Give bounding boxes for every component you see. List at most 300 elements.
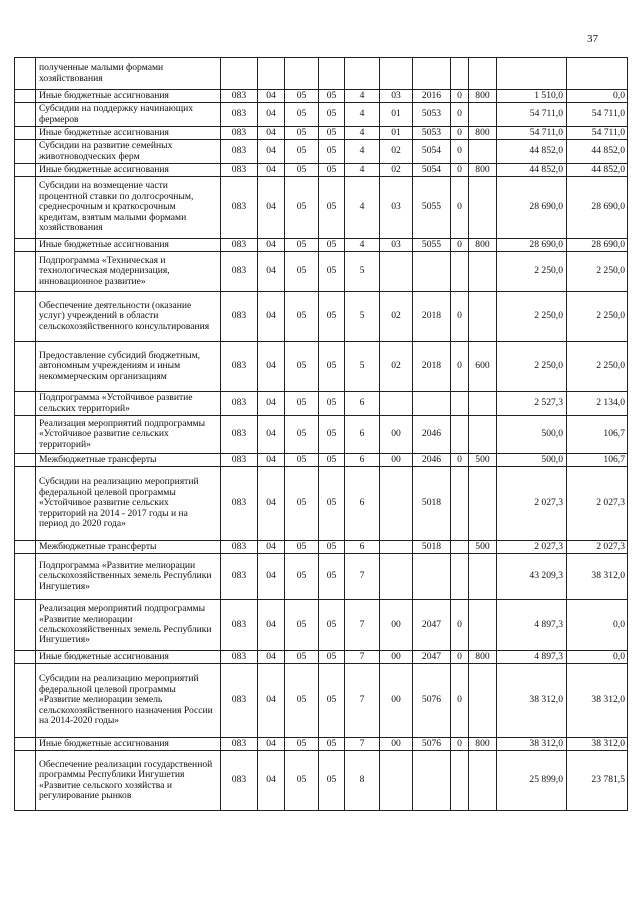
code-cell-c4: 05 [319, 541, 345, 554]
code-cell-c6: 00 [380, 738, 413, 751]
code-cell-c2: 04 [258, 164, 285, 177]
code-cell-c8: 0 [451, 651, 469, 664]
code-cell-c2: 04 [258, 454, 285, 467]
code-cell-c1: 083 [221, 140, 258, 164]
code-cell-c8: 0 [451, 164, 469, 177]
amount-2: 2 250,0 [567, 252, 628, 292]
code-cell-c6 [380, 554, 413, 600]
code-cell-c8: 0 [451, 239, 469, 252]
row-margin-cell [15, 541, 36, 554]
code-cell-c5: 5 [345, 252, 380, 292]
code-cell-c3 [285, 58, 319, 90]
code-cell-c9 [469, 416, 497, 454]
code-cell-c9: 800 [469, 127, 497, 140]
code-cell-c3: 05 [285, 454, 319, 467]
code-cell-c5: 4 [345, 103, 380, 127]
code-cell-c2: 04 [258, 541, 285, 554]
code-cell-c1: 083 [221, 554, 258, 600]
code-cell-c8: 0 [451, 342, 469, 392]
code-cell-c4: 05 [319, 738, 345, 751]
code-cell-c7: 5054 [413, 164, 451, 177]
code-cell-c4: 05 [319, 467, 345, 541]
code-cell-c1: 083 [221, 342, 258, 392]
code-cell-c9 [469, 58, 497, 90]
code-cell-c7 [413, 252, 451, 292]
table-row [15, 600, 628, 651]
code-cell-c9 [469, 392, 497, 416]
code-cell-c3: 05 [285, 103, 319, 127]
row-name: Иные бюджетные ассигнования [36, 239, 221, 252]
code-cell-c6 [380, 541, 413, 554]
code-cell-c2: 04 [258, 90, 285, 103]
code-cell-c3: 05 [285, 177, 319, 239]
row-margin-cell [15, 454, 36, 467]
code-cell-c5: 7 [345, 664, 380, 738]
code-cell-c9 [469, 252, 497, 292]
code-cell-c9 [469, 103, 497, 127]
table-row [15, 541, 628, 554]
amount-1: 38 312,0 [497, 664, 567, 738]
code-cell-c8: 0 [451, 738, 469, 751]
row-margin-cell [15, 127, 36, 140]
amount-1: 54 711,0 [497, 103, 567, 127]
code-cell-c9: 800 [469, 239, 497, 252]
code-cell-c4: 05 [319, 751, 345, 811]
amount-2: 38 312,0 [567, 554, 628, 600]
table-row [15, 58, 628, 90]
code-cell-c6 [380, 467, 413, 541]
code-cell-c2: 04 [258, 140, 285, 164]
row-name: Иные бюджетные ассигнования [36, 127, 221, 140]
code-cell-c7: 2018 [413, 342, 451, 392]
code-cell-c8: 0 [451, 90, 469, 103]
code-cell-c6: 01 [380, 103, 413, 127]
code-cell-c4: 05 [319, 342, 345, 392]
table-row [15, 103, 628, 127]
code-cell-c2: 04 [258, 239, 285, 252]
row-margin-cell [15, 292, 36, 342]
code-cell-c2: 04 [258, 292, 285, 342]
code-cell-c4: 05 [319, 90, 345, 103]
code-cell-c6: 02 [380, 140, 413, 164]
row-name: Субсидии на развитие семейных животноводческих ферм [36, 140, 221, 164]
code-cell-c4: 05 [319, 292, 345, 342]
amount-1: 38 312,0 [497, 738, 567, 751]
amount-2: 38 312,0 [567, 664, 628, 738]
amount-1: 2 027,3 [497, 541, 567, 554]
code-cell-c8 [451, 751, 469, 811]
amount-2: 28 690,0 [567, 239, 628, 252]
code-cell-c2: 04 [258, 664, 285, 738]
amount-1: 28 690,0 [497, 239, 567, 252]
row-margin-cell [15, 140, 36, 164]
page-number: 37 [587, 33, 598, 45]
code-cell-c5 [345, 58, 380, 90]
row-name: Иные бюджетные ассигнования [36, 651, 221, 664]
code-cell-c9: 800 [469, 164, 497, 177]
row-margin-cell [15, 103, 36, 127]
table-row [15, 252, 628, 292]
code-cell-c8 [451, 541, 469, 554]
code-cell-c5: 4 [345, 239, 380, 252]
budget-table [14, 57, 628, 811]
code-cell-c4 [319, 58, 345, 90]
code-cell-c7 [413, 392, 451, 416]
amount-1: 4 897,3 [497, 651, 567, 664]
code-cell-c7: 5054 [413, 140, 451, 164]
code-cell-c6: 00 [380, 416, 413, 454]
amount-2: 54 711,0 [567, 127, 628, 140]
row-name: Межбюджетные трансферты [36, 541, 221, 554]
code-cell-c7: 5053 [413, 127, 451, 140]
code-cell-c6: 01 [380, 127, 413, 140]
row-name: Подпрограмма «Устойчивое развитие сельских территорий» [36, 392, 221, 416]
amount-1: 44 852,0 [497, 140, 567, 164]
row-margin-cell [15, 58, 36, 90]
code-cell-c8: 0 [451, 103, 469, 127]
code-cell-c3: 05 [285, 600, 319, 651]
table-row [15, 90, 628, 103]
code-cell-c1: 083 [221, 664, 258, 738]
code-cell-c8: 0 [451, 454, 469, 467]
code-cell-c5: 6 [345, 541, 380, 554]
table-row [15, 664, 628, 738]
code-cell-c7: 5076 [413, 664, 451, 738]
row-margin-cell [15, 416, 36, 454]
code-cell-c3: 05 [285, 90, 319, 103]
code-cell-c3: 05 [285, 392, 319, 416]
code-cell-c3: 05 [285, 738, 319, 751]
code-cell-c3: 05 [285, 127, 319, 140]
code-cell-c3: 05 [285, 554, 319, 600]
code-cell-c9 [469, 751, 497, 811]
table-row [15, 738, 628, 751]
table-row [15, 392, 628, 416]
code-cell-c5: 5 [345, 342, 380, 392]
code-cell-c5: 7 [345, 554, 380, 600]
code-cell-c8 [451, 467, 469, 541]
code-cell-c1: 083 [221, 600, 258, 651]
amount-2: 106,7 [567, 454, 628, 467]
row-name: Подпрограмма «Техническая и технологическая модернизация, инновационное развитие» [36, 252, 221, 292]
code-cell-c6: 02 [380, 164, 413, 177]
code-cell-c5: 6 [345, 416, 380, 454]
code-cell-c6: 00 [380, 651, 413, 664]
code-cell-c1: 083 [221, 541, 258, 554]
code-cell-c4: 05 [319, 554, 345, 600]
code-cell-c5: 4 [345, 164, 380, 177]
amount-1: 2 250,0 [497, 342, 567, 392]
code-cell-c7: 5055 [413, 239, 451, 252]
row-name: Подпрограмма «Развитие мелиорации сельскохозяйственных земель Республики Ингушетия» [36, 554, 221, 600]
code-cell-c8: 0 [451, 140, 469, 164]
code-cell-c5: 4 [345, 140, 380, 164]
code-cell-c3: 05 [285, 664, 319, 738]
code-cell-c6 [380, 751, 413, 811]
row-name: Обеспечение деятельности (оказание услуг) учреждений в области сельскохозяйственного консультирования [36, 292, 221, 342]
code-cell-c4: 05 [319, 454, 345, 467]
amount-2: 2 027,3 [567, 541, 628, 554]
amount-2: 2 134,0 [567, 392, 628, 416]
code-cell-c4: 05 [319, 600, 345, 651]
amount-1: 2 250,0 [497, 252, 567, 292]
code-cell-c7: 5055 [413, 177, 451, 239]
code-cell-c3: 05 [285, 342, 319, 392]
row-name: Иные бюджетные ассигнования [36, 164, 221, 177]
row-name: Реализация мероприятий подпрограммы «Развитие мелиорации сельскохозяйственных земель Республики Ингушетия» [36, 600, 221, 651]
row-name: Реализация мероприятий подпрограммы «Устойчивое развитие сельских территорий» [36, 416, 221, 454]
code-cell-c6: 00 [380, 600, 413, 651]
code-cell-c7: 5076 [413, 738, 451, 751]
row-margin-cell [15, 751, 36, 811]
code-cell-c2: 04 [258, 651, 285, 664]
code-cell-c2: 04 [258, 392, 285, 416]
code-cell-c8: 0 [451, 177, 469, 239]
code-cell-c3: 05 [285, 239, 319, 252]
table-row [15, 140, 628, 164]
code-cell-c2: 04 [258, 416, 285, 454]
code-cell-c6: 00 [380, 454, 413, 467]
code-cell-c2 [258, 58, 285, 90]
row-name: Субсидии на реализацию мероприятий федеральной целевой программы «Устойчивое развитие сельских территорий на 2014 - 2017 годы и на период до 2020 года» [36, 467, 221, 541]
code-cell-c3: 05 [285, 140, 319, 164]
table-row [15, 239, 628, 252]
code-cell-c9: 800 [469, 738, 497, 751]
row-name: Субсидии на реализацию мероприятий федеральной целевой программы «Развитие мелиорации земель сельскохозяйственного назначения России на 2014-2020 годы» [36, 664, 221, 738]
row-name: Предоставление субсидий бюджетным, автономным учреждениям и иным некоммерческим организациям [36, 342, 221, 392]
code-cell-c1: 083 [221, 467, 258, 541]
code-cell-c9 [469, 467, 497, 541]
code-cell-c6: 02 [380, 342, 413, 392]
code-cell-c1: 083 [221, 127, 258, 140]
code-cell-c7: 2016 [413, 90, 451, 103]
code-cell-c4: 05 [319, 664, 345, 738]
code-cell-c1: 083 [221, 90, 258, 103]
row-margin-cell [15, 554, 36, 600]
amount-2: 44 852,0 [567, 164, 628, 177]
code-cell-c5: 4 [345, 127, 380, 140]
row-margin-cell [15, 600, 36, 651]
code-cell-c8: 0 [451, 600, 469, 651]
code-cell-c1: 083 [221, 164, 258, 177]
amount-1: 28 690,0 [497, 177, 567, 239]
table-row [15, 416, 628, 454]
code-cell-c8 [451, 252, 469, 292]
table-row [15, 454, 628, 467]
amount-1: 2 250,0 [497, 292, 567, 342]
row-margin-cell [15, 164, 36, 177]
code-cell-c4: 05 [319, 140, 345, 164]
code-cell-c5: 7 [345, 651, 380, 664]
code-cell-c6: 03 [380, 177, 413, 239]
code-cell-c9: 800 [469, 651, 497, 664]
code-cell-c1: 083 [221, 103, 258, 127]
code-cell-c1: 083 [221, 292, 258, 342]
code-cell-c9: 800 [469, 90, 497, 103]
code-cell-c1 [221, 58, 258, 90]
amount-2: 44 852,0 [567, 140, 628, 164]
code-cell-c9 [469, 140, 497, 164]
code-cell-c6: 03 [380, 90, 413, 103]
amount-1: 25 899,0 [497, 751, 567, 811]
code-cell-c4: 05 [319, 651, 345, 664]
code-cell-c3: 05 [285, 467, 319, 541]
code-cell-c9 [469, 177, 497, 239]
code-cell-c5: 4 [345, 90, 380, 103]
code-cell-c1: 083 [221, 416, 258, 454]
code-cell-c5: 7 [345, 600, 380, 651]
code-cell-c2: 04 [258, 738, 285, 751]
table-row [15, 467, 628, 541]
row-margin-cell [15, 467, 36, 541]
code-cell-c6 [380, 58, 413, 90]
code-cell-c8 [451, 554, 469, 600]
code-cell-c1: 083 [221, 239, 258, 252]
code-cell-c3: 05 [285, 252, 319, 292]
code-cell-c4: 05 [319, 392, 345, 416]
code-cell-c1: 083 [221, 751, 258, 811]
code-cell-c5: 6 [345, 467, 380, 541]
code-cell-c9: 600 [469, 342, 497, 392]
code-cell-c7 [413, 58, 451, 90]
code-cell-c9 [469, 292, 497, 342]
code-cell-c2: 04 [258, 751, 285, 811]
code-cell-c8: 0 [451, 292, 469, 342]
table-row [15, 342, 628, 392]
row-margin-cell [15, 738, 36, 751]
row-margin-cell [15, 177, 36, 239]
code-cell-c1: 083 [221, 252, 258, 292]
code-cell-c3: 05 [285, 416, 319, 454]
amount-2: 2 027,3 [567, 467, 628, 541]
row-margin-cell [15, 651, 36, 664]
code-cell-c9: 500 [469, 454, 497, 467]
code-cell-c4: 05 [319, 252, 345, 292]
amount-1: 44 852,0 [497, 164, 567, 177]
code-cell-c2: 04 [258, 177, 285, 239]
code-cell-c7: 2047 [413, 600, 451, 651]
code-cell-c1: 083 [221, 651, 258, 664]
row-name: полученные малыми формами хозяйствования [36, 58, 221, 90]
table-row [15, 554, 628, 600]
code-cell-c7: 5018 [413, 467, 451, 541]
code-cell-c8: 0 [451, 664, 469, 738]
code-cell-c8: 0 [451, 127, 469, 140]
code-cell-c2: 04 [258, 600, 285, 651]
amount-1: 43 209,3 [497, 554, 567, 600]
code-cell-c7 [413, 751, 451, 811]
table-row [15, 164, 628, 177]
amount-2: 0,0 [567, 90, 628, 103]
row-name: Иные бюджетные ассигнования [36, 738, 221, 751]
row-name: Обеспечение реализации государственной программы Республики Ингушетия «Развитие сельского хозяйства и регулирование рынков [36, 751, 221, 811]
code-cell-c7: 5018 [413, 541, 451, 554]
code-cell-c4: 05 [319, 177, 345, 239]
amount-2: 23 781,5 [567, 751, 628, 811]
code-cell-c3: 05 [285, 751, 319, 811]
code-cell-c9 [469, 554, 497, 600]
row-margin-cell [15, 664, 36, 738]
amount-2: 2 250,0 [567, 342, 628, 392]
code-cell-c2: 04 [258, 467, 285, 541]
code-cell-c8 [451, 392, 469, 416]
code-cell-c1: 083 [221, 392, 258, 416]
code-cell-c7: 2018 [413, 292, 451, 342]
code-cell-c6 [380, 392, 413, 416]
amount-1: 4 897,3 [497, 600, 567, 651]
code-cell-c1: 083 [221, 454, 258, 467]
amount-2: 0,0 [567, 651, 628, 664]
amount-1: 2 527,3 [497, 392, 567, 416]
code-cell-c6: 02 [380, 292, 413, 342]
row-margin-cell [15, 392, 36, 416]
amount-2: 2 250,0 [567, 292, 628, 342]
code-cell-c7: 5053 [413, 103, 451, 127]
amount-1: 1 510,0 [497, 90, 567, 103]
code-cell-c3: 05 [285, 651, 319, 664]
code-cell-c9: 500 [469, 541, 497, 554]
amount-1: 500,0 [497, 416, 567, 454]
code-cell-c2: 04 [258, 342, 285, 392]
code-cell-c9 [469, 600, 497, 651]
code-cell-c3: 05 [285, 541, 319, 554]
table-row [15, 127, 628, 140]
code-cell-c6: 03 [380, 239, 413, 252]
row-margin-cell [15, 252, 36, 292]
amount-1 [497, 58, 567, 90]
code-cell-c6 [380, 252, 413, 292]
amount-2: 54 711,0 [567, 103, 628, 127]
code-cell-c3: 05 [285, 164, 319, 177]
code-cell-c1: 083 [221, 738, 258, 751]
amount-1: 500,0 [497, 454, 567, 467]
code-cell-c2: 04 [258, 554, 285, 600]
table-row [15, 292, 628, 342]
amount-1: 2 027,3 [497, 467, 567, 541]
code-cell-c4: 05 [319, 239, 345, 252]
row-name: Субсидии на возмещение части процентной ставки по долгосрочным, среднесрочным и краткосрочным кредитам, взятым малыми формами хозяйствования [36, 177, 221, 239]
row-name: Межбюджетные трансферты [36, 454, 221, 467]
code-cell-c5: 8 [345, 751, 380, 811]
row-margin-cell [15, 239, 36, 252]
code-cell-c1: 083 [221, 177, 258, 239]
amount-2: 38 312,0 [567, 738, 628, 751]
table-row [15, 751, 628, 811]
code-cell-c7: 2046 [413, 416, 451, 454]
row-margin-cell [15, 342, 36, 392]
table-row [15, 651, 628, 664]
code-cell-c4: 05 [319, 164, 345, 177]
code-cell-c7: 2047 [413, 651, 451, 664]
code-cell-c4: 05 [319, 103, 345, 127]
code-cell-c3: 05 [285, 292, 319, 342]
amount-1: 54 711,0 [497, 127, 567, 140]
code-cell-c2: 04 [258, 127, 285, 140]
amount-2: 106,7 [567, 416, 628, 454]
amount-2 [567, 58, 628, 90]
code-cell-c4: 05 [319, 416, 345, 454]
code-cell-c5: 6 [345, 392, 380, 416]
row-name: Субсидии на поддержку начинающих фермеров [36, 103, 221, 127]
code-cell-c5: 6 [345, 454, 380, 467]
code-cell-c2: 04 [258, 103, 285, 127]
row-margin-cell [15, 90, 36, 103]
table-row [15, 177, 628, 239]
amount-2: 28 690,0 [567, 177, 628, 239]
code-cell-c8 [451, 416, 469, 454]
code-cell-c6: 00 [380, 664, 413, 738]
code-cell-c2: 04 [258, 252, 285, 292]
